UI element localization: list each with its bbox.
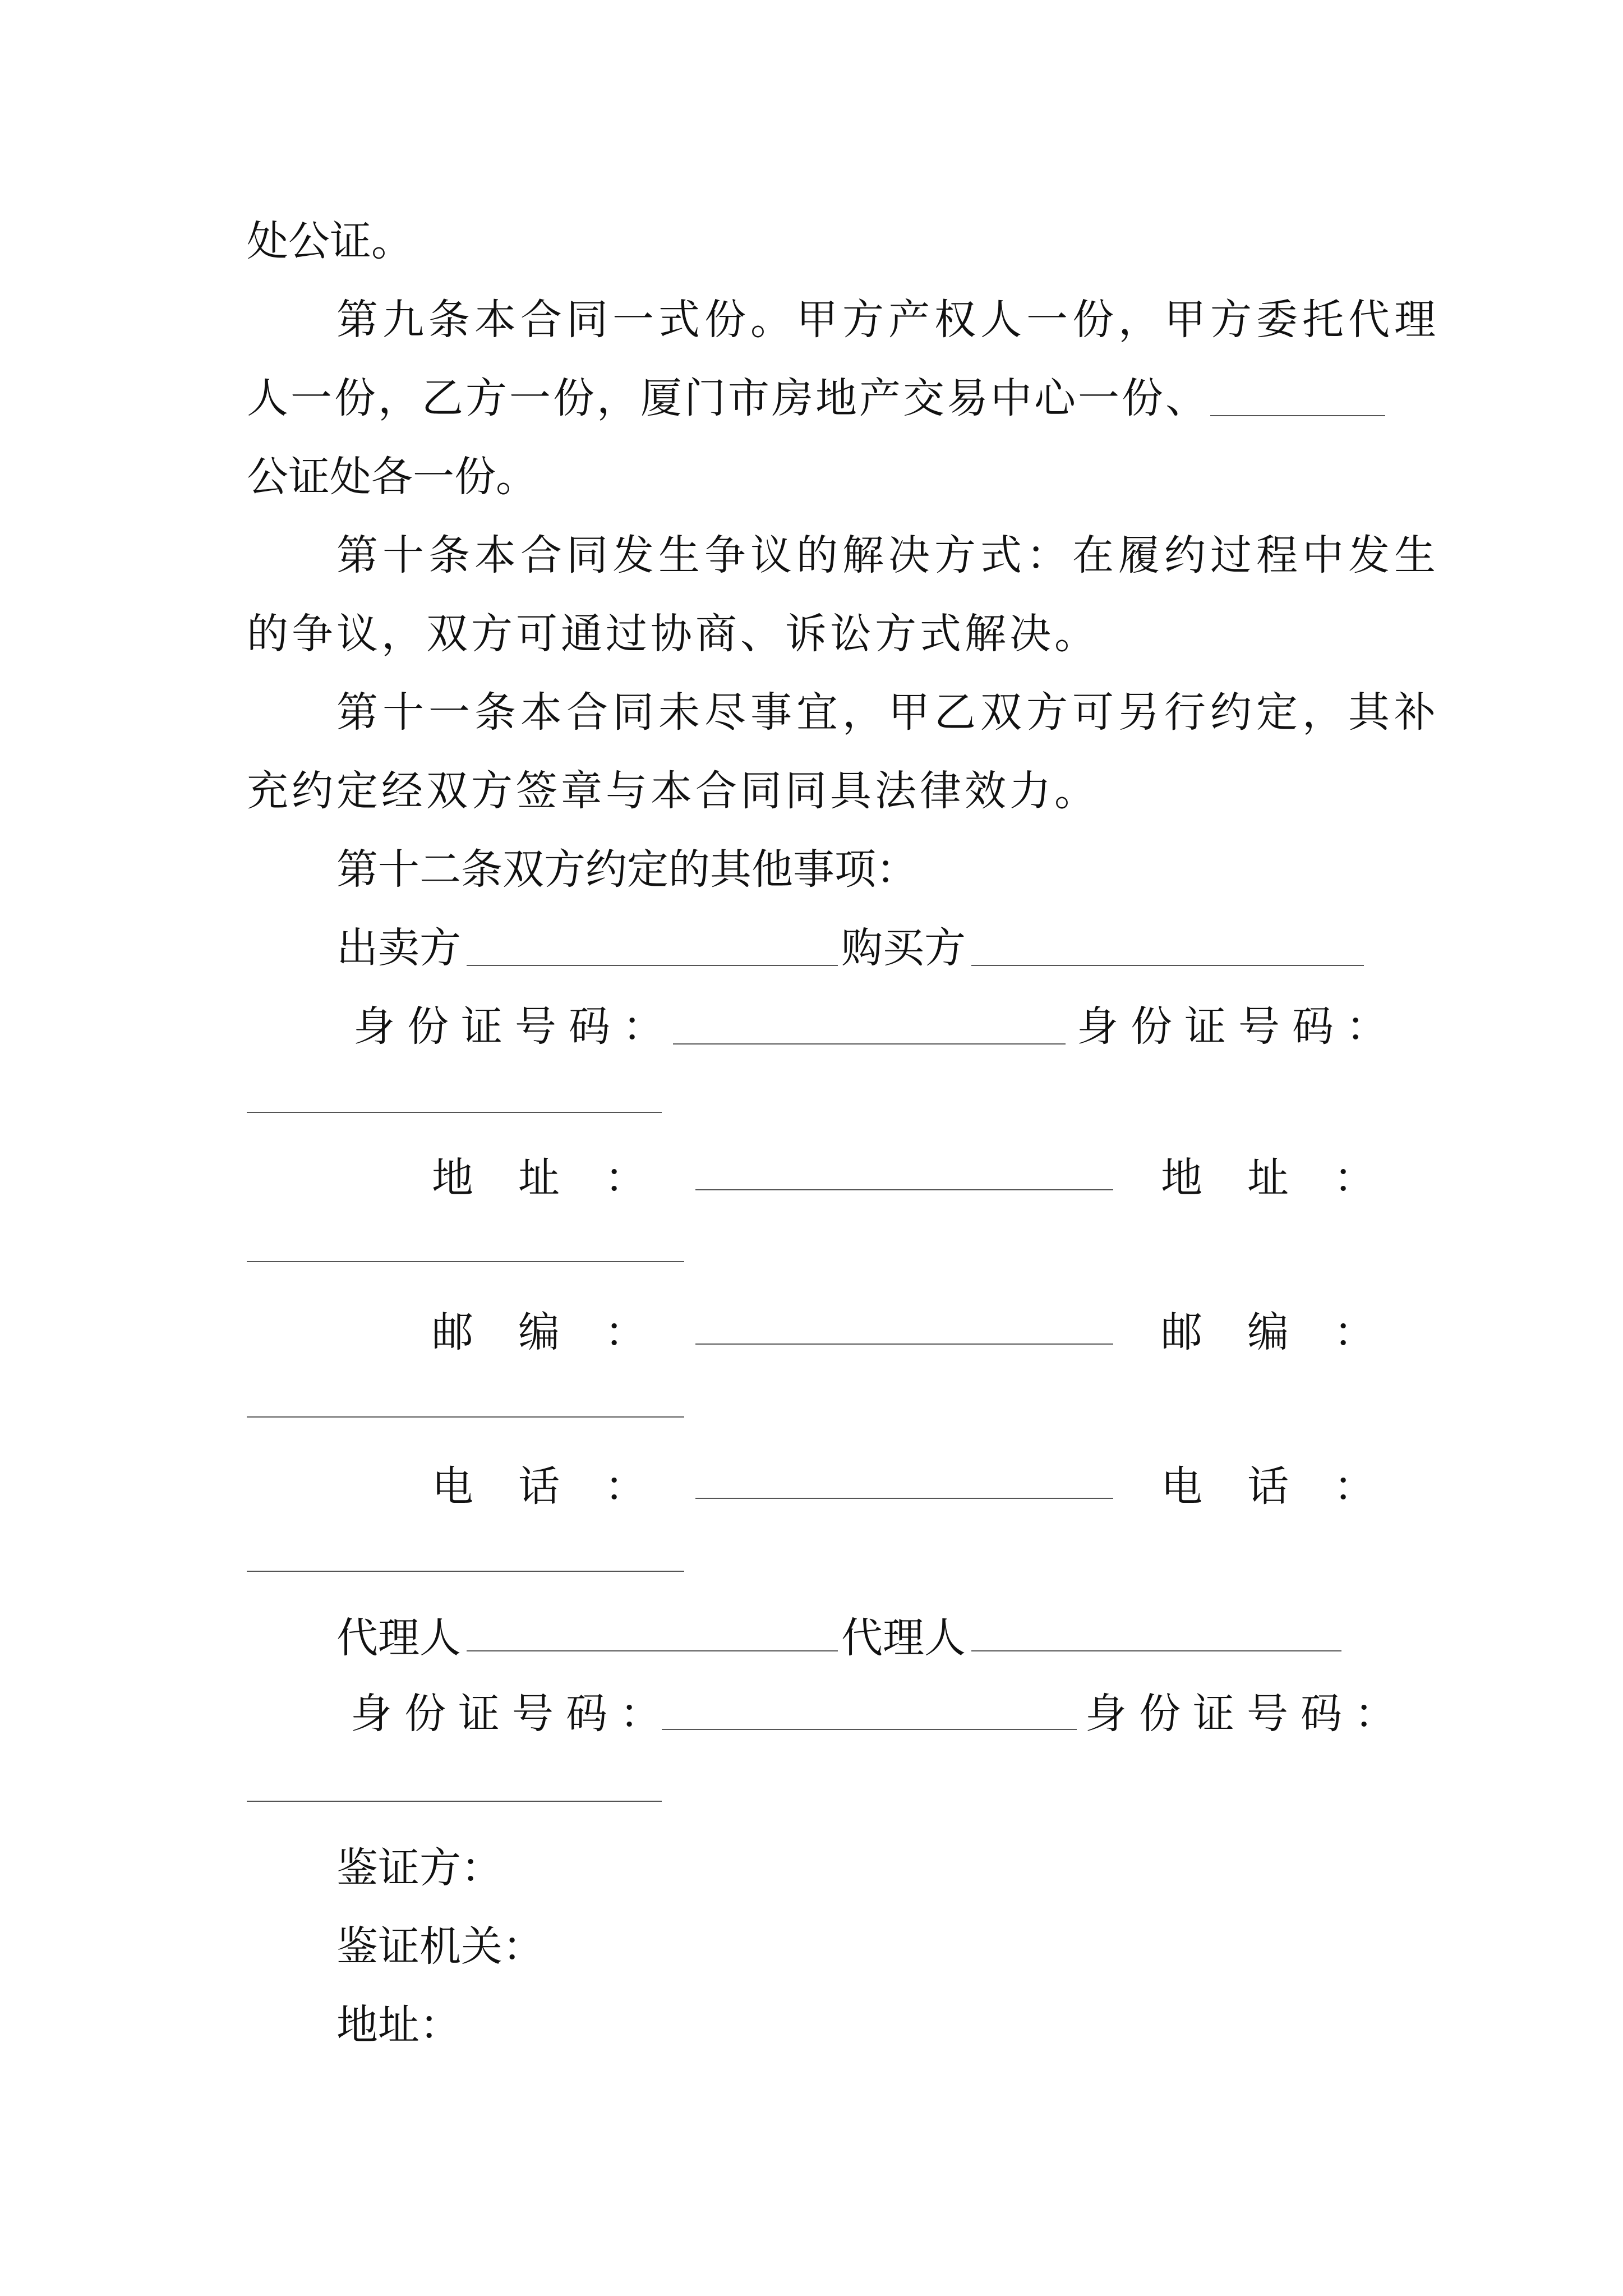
seller-agent-blank[interactable]: [467, 1650, 838, 1651]
agent-id-number-row: [351, 1674, 1408, 1753]
seller-postcode-label: 邮编：: [432, 1308, 691, 1356]
seller-buyer-row: [336, 909, 1385, 987]
seller-name-blank[interactable]: [467, 965, 838, 966]
seller-phone-label: 电话：: [432, 1462, 691, 1511]
buyer-phone-label: 电话：: [1161, 1462, 1420, 1511]
article-9-line-1: [336, 280, 1440, 359]
seller-phone-blank[interactable]: [695, 1498, 1113, 1499]
article-11-line-2: 充约定经双方签章与本合同同具法律效力。: [247, 767, 1099, 815]
article-9-line-3: 公证处各一份。: [247, 453, 537, 501]
article-9-text: 第九条本合同一式份。甲方产权人一份，甲方委托代理: [336, 296, 1440, 344]
seller-address-label: 地址：: [432, 1154, 691, 1202]
buyer-label: 购买方: [841, 924, 966, 972]
agent-row: [336, 1599, 1385, 1677]
buyer-postcode-label: 邮编：: [1161, 1308, 1420, 1356]
seller-label: 出卖方: [336, 924, 461, 972]
seller-agent-id-blank[interactable]: [662, 1729, 1077, 1730]
buyer-agent-blank[interactable]: [971, 1650, 1341, 1651]
phone-row: [247, 1447, 1420, 1526]
blank-notary-name[interactable]: [1210, 415, 1385, 416]
seller-id-label: 身份证号码：: [353, 1002, 676, 1051]
buyer-id-blank[interactable]: [247, 1112, 662, 1113]
article-12-line: 第十二条双方约定的其他事项：: [336, 845, 917, 894]
buyer-address-blank[interactable]: [247, 1261, 684, 1262]
witness-party-label: 鉴证方：: [336, 1844, 502, 1892]
article-10-line-2: 的争议，双方可通过协商、诉讼方式解决。: [247, 610, 1099, 658]
buyer-id-label: 身份证号码：: [1077, 1002, 1400, 1051]
article-9-line-2: [247, 359, 1385, 438]
buyer-address-label: 地址：: [1161, 1154, 1420, 1202]
buyer-agent-id-blank[interactable]: [247, 1801, 662, 1802]
paragraph-line: 处公证。: [247, 217, 413, 265]
buyer-phone-blank[interactable]: [247, 1571, 684, 1572]
witness-authority-label: 鉴证机关：: [336, 1922, 544, 1971]
seller-address-blank[interactable]: [695, 1189, 1113, 1190]
buyer-postcode-blank[interactable]: [247, 1416, 684, 1418]
buyer-agent-id-label: 身份证号码：: [1085, 1690, 1408, 1738]
article-10-line-1: 第十条本合同发生争议的解决方式：在履约过程中发生: [336, 531, 1440, 579]
seller-agent-label: 代理人: [336, 1614, 461, 1662]
seller-postcode-blank[interactable]: [695, 1343, 1113, 1345]
id-number-row: [353, 987, 1400, 1066]
witness-address-label: 地址：: [336, 2001, 461, 2049]
article-9-text: 人一份，乙方一份，厦门市房地产交易中心一份、: [247, 374, 1209, 422]
seller-agent-id-label: 身份证号码：: [351, 1690, 674, 1738]
address-row: [247, 1139, 1420, 1217]
article-11-line-1: 第十一条本合同未尽事宜，甲乙双方可另行约定，其补: [336, 688, 1440, 737]
buyer-name-blank[interactable]: [971, 965, 1364, 966]
seller-id-blank[interactable]: [673, 1043, 1066, 1045]
buyer-agent-label: 代理人: [841, 1614, 966, 1662]
postcode-row: [247, 1293, 1420, 1372]
